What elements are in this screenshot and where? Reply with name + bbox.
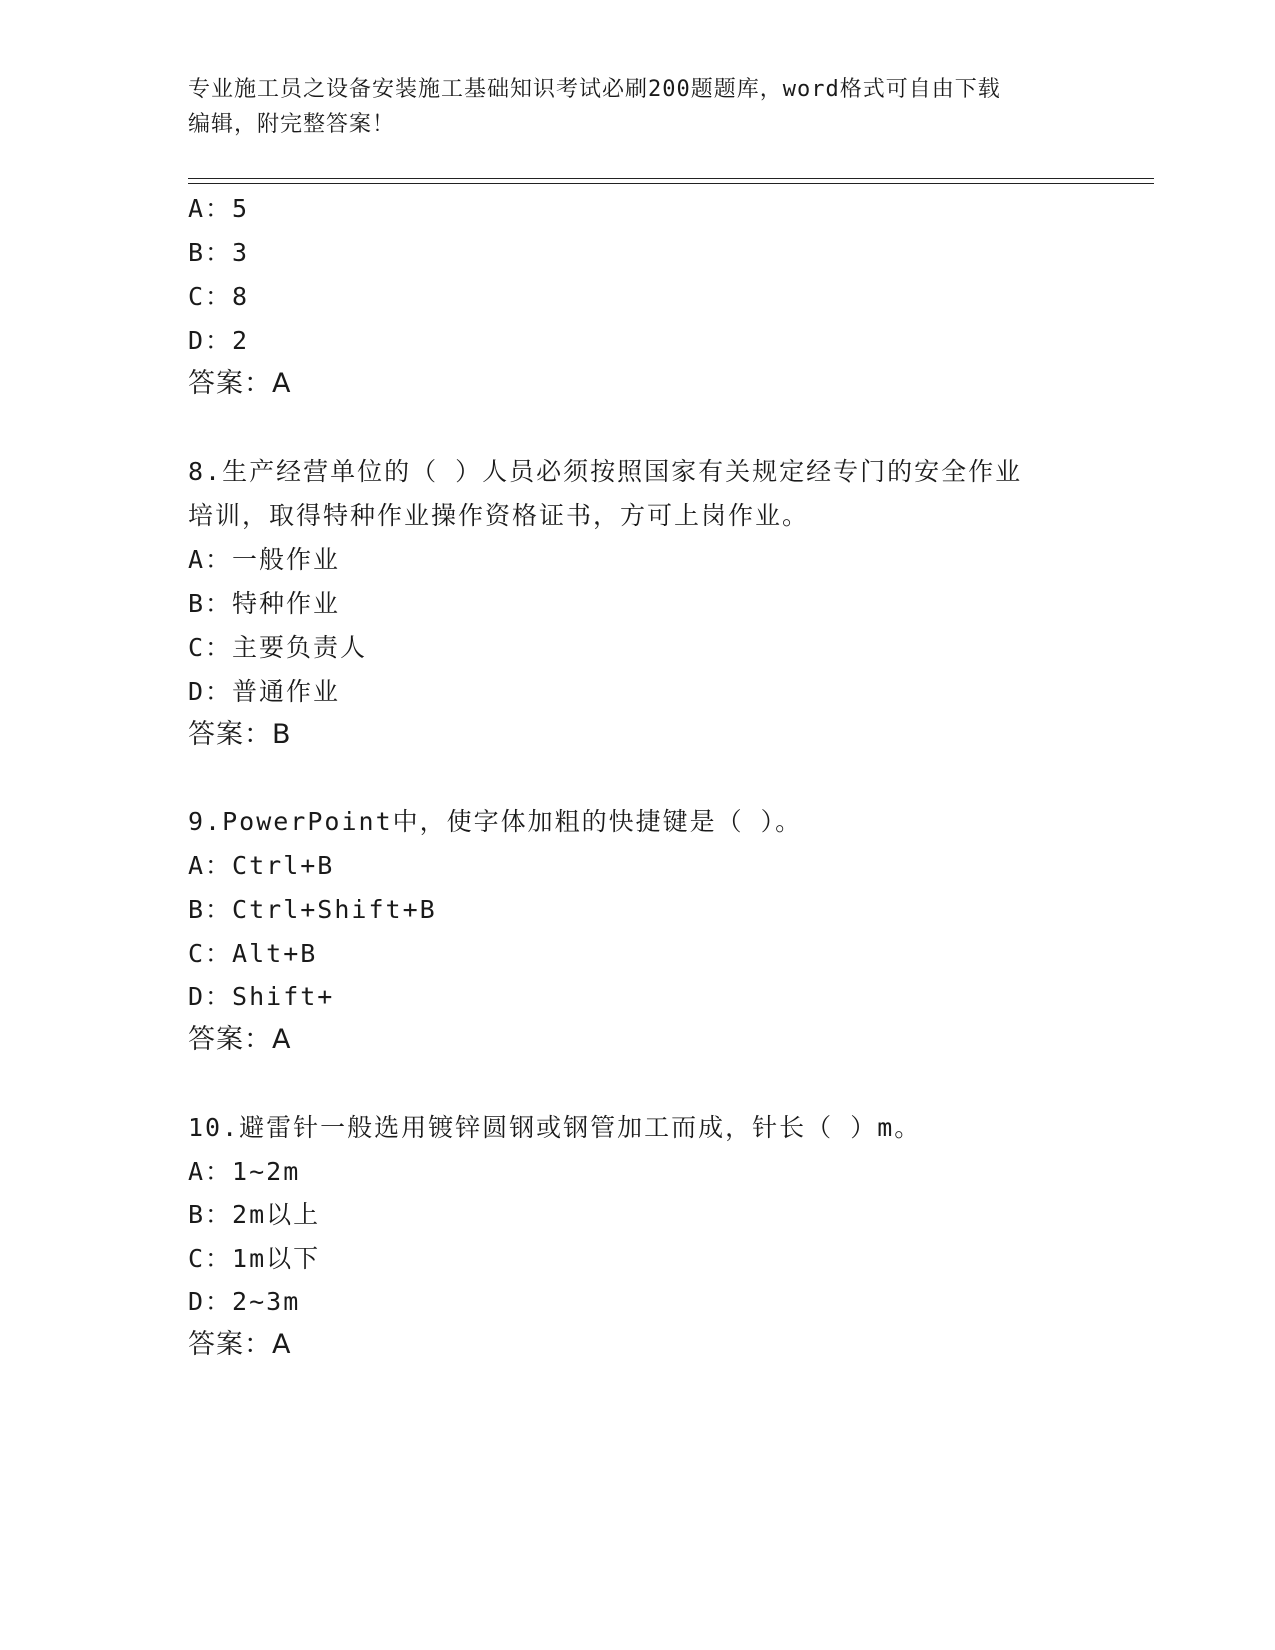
header-title-line-2: 编辑，附完整答案！ <box>188 112 396 137</box>
q8-option-c: C：主要负责人 <box>188 633 368 662</box>
q8-stem-line-2: 培训，取得特种作业操作资格证书，方可上岗作业。 <box>188 501 810 530</box>
q9-option-a: A：Ctrl+B <box>188 851 335 880</box>
q9-option-c: C：Alt+B <box>188 939 318 968</box>
q10-option-c: C：1m以下 <box>188 1244 321 1273</box>
q8-option-a: A：一般作业 <box>188 545 341 574</box>
header-divider-bottom <box>188 183 1154 184</box>
q9-option-b: B：Ctrl+Shift+B <box>188 895 437 924</box>
q8-option-b: B：特种作业 <box>188 589 341 618</box>
q10-option-a: A：1~2m <box>188 1157 301 1186</box>
q7-answer: 答案：A <box>188 368 292 399</box>
q10-stem: 10.避雷针一般选用镀锌圆钢或钢管加工而成，针长（ ）m。 <box>188 1113 922 1142</box>
q10-option-d: D：2~3m <box>188 1287 301 1316</box>
q9-answer: 答案：A <box>188 1024 292 1055</box>
q8-option-d: D：普通作业 <box>188 677 341 706</box>
header-title-line-1: 专业施工员之设备安装施工基础知识考试必刷200题题库，word格式可自由下载 <box>188 77 1001 102</box>
q7-option-c: C：8 <box>188 282 250 311</box>
q8-answer: 答案：B <box>188 719 292 750</box>
header-divider-top <box>188 178 1154 179</box>
q9-option-d: D：Shift+ <box>188 982 335 1011</box>
q9-stem: 9.PowerPoint中，使字体加粗的快捷键是（ ）。 <box>188 807 803 836</box>
q10-option-b: B：2m以上 <box>188 1200 321 1229</box>
q8-stem-line-1: 8.生产经营单位的（ ）人员必须按照国家有关规定经专门的安全作业 <box>188 457 1023 486</box>
q10-answer: 答案：A <box>188 1329 292 1360</box>
q7-option-a: A：5 <box>188 194 250 223</box>
q7-option-d: D：2 <box>188 326 250 355</box>
document-header <box>188 72 1088 142</box>
q7-option-b: B：3 <box>188 238 250 267</box>
